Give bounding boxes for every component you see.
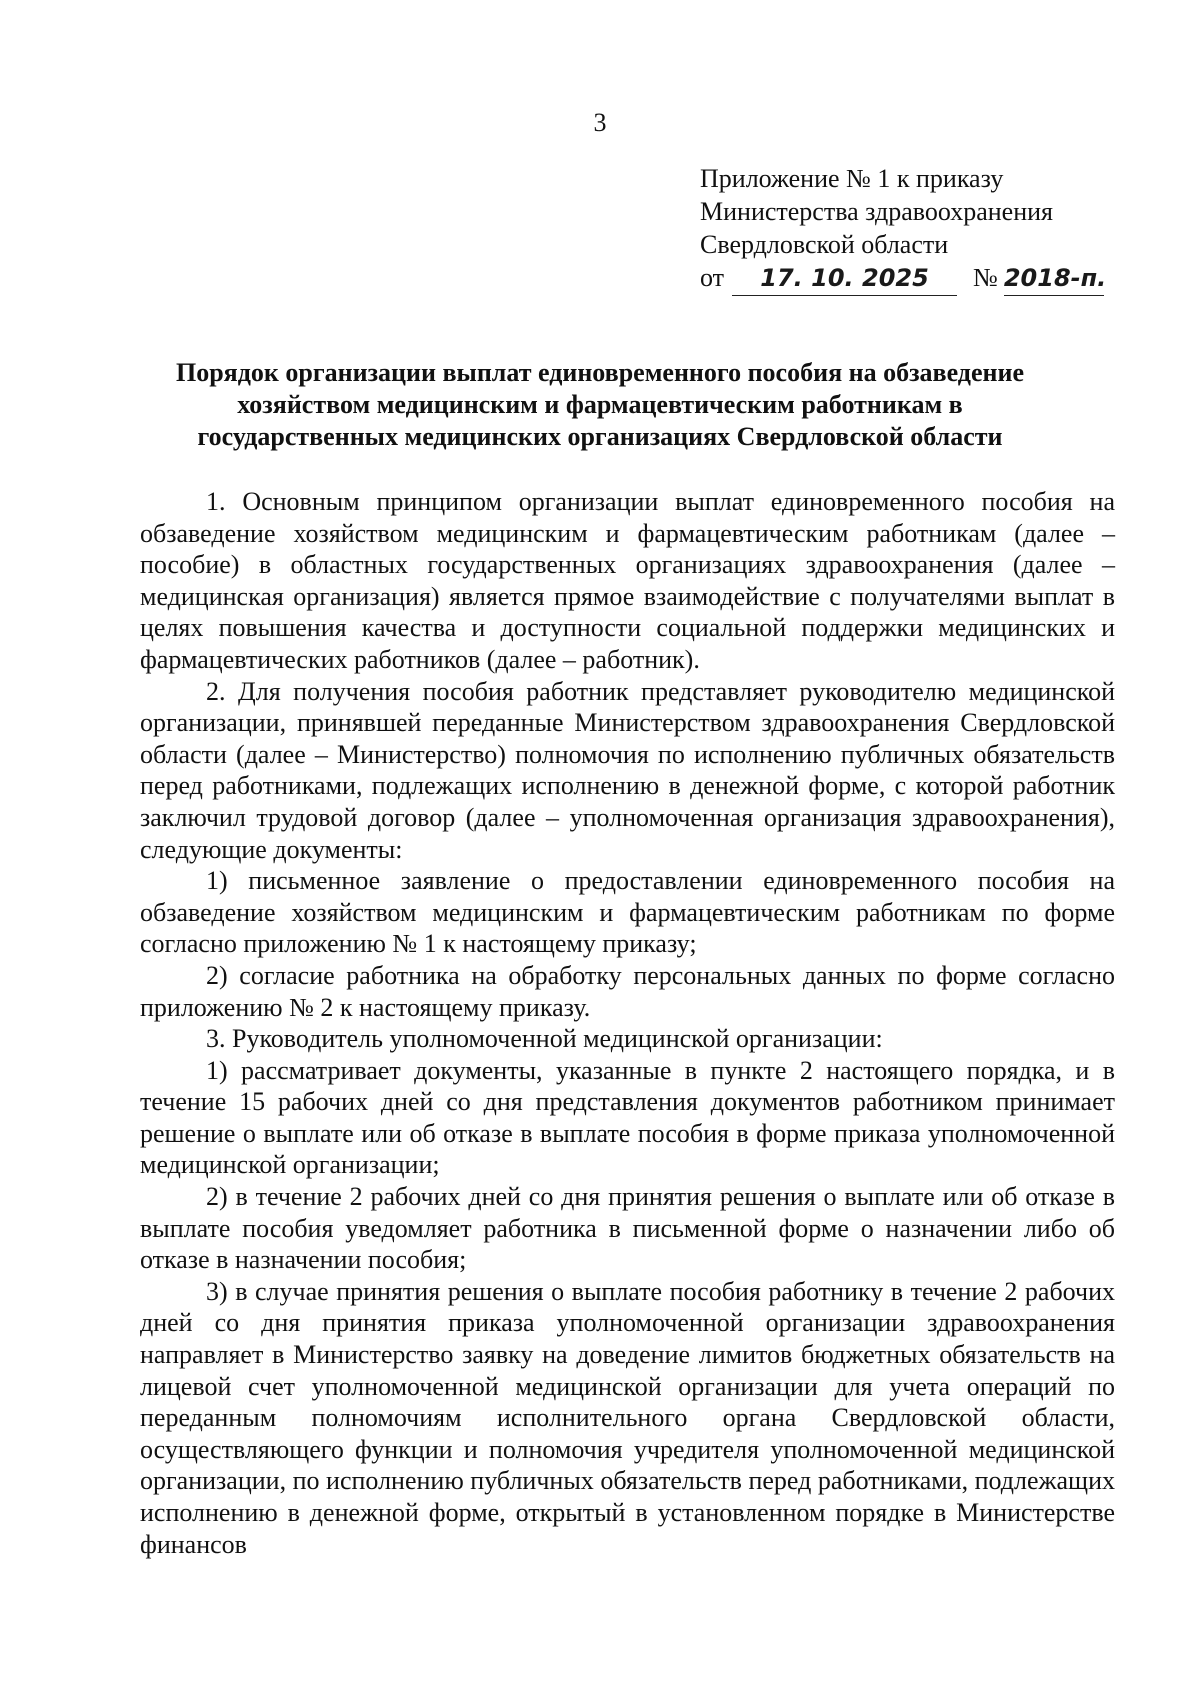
- appendix-line-3: Свердловской области: [700, 230, 949, 259]
- paragraph: 2) согласие работника на обработку персональных данных по форме согласно приложению № 2 к настоящему приказу.: [140, 960, 1115, 1022]
- number-label: №: [973, 263, 998, 292]
- handwritten-date: 17. 10. 2025: [732, 262, 957, 296]
- from-label: от: [700, 263, 725, 292]
- paragraph: 3) в случае принятия решения о выплате пособия работнику в течение 2 рабочих дней со дня принятия приказа уполномоченной организации здравоохранения направляет в Министерство заявку на доведение лимитов бюджетных обязательств на лицевой счет уполномоченной медицинской организации для учета операций по переданным полномочиям исполнительного органа Свердловской области, осуществляющего функции и полномочия учредителя уполномоченной медицинской организации, по исполнению публичных обязательств перед работниками, подлежащих исполнению в денежной форме, открытый в установленном порядке в Министерстве финансов: [140, 1276, 1115, 1559]
- appendix-line-2: Министерства здравоохранения: [700, 197, 1053, 226]
- paragraph: 1) рассматривает документы, указанные в пункте 2 настоящего порядка, и в течение 15 рабочих дней со дня представления документов работником принимает решение о выплате или об отказе в выплате пособия в форме приказа уполномоченной медицинской организации;: [140, 1055, 1115, 1180]
- document-title: [120, 357, 1080, 453]
- paragraph: 2. Для получения пособия работник представляет руководителю медицинской организации, принявшей переданные Министерством здравоохранения Свердловской области (далее – Министерство) полномочия по исполнению публичных обязательств перед работниками, подлежащих исполнению в денежной форме, с которой работник заключил трудовой договор (далее – уполномоченная организация здравоохранения), следующие документы:: [140, 676, 1115, 864]
- appendix-line-1: Приложение № 1 к приказу: [700, 164, 1004, 193]
- handwritten-order-number: 2018-п.: [1004, 262, 1104, 296]
- paragraph: 1. Основным принципом организации выплат единовременного пособия на обзаведение хозяйством медицинским и фармацевтическим работникам (далее – пособие) в областных государственных организациях здравоохранения (далее – медицинская организация) является прямое взаимодействие с получателями выплат в целях повышения качества и доступности социальной поддержки медицинских и фармацевтических работников (далее – работник).: [140, 487, 1115, 674]
- document-body: [140, 486, 1115, 1560]
- title-line-2: хозяйством медицинским и фармацевтическим работникам в: [237, 390, 963, 419]
- title-line-3: государственных медицинских организациях Свердловской области: [197, 422, 1003, 451]
- page-number: 3: [593, 108, 607, 137]
- paragraph: 3. Руководитель уполномоченной медицинской организации:: [206, 1024, 883, 1054]
- appendix-date-number-line: [700, 261, 1107, 296]
- paragraph: 2) в течение 2 рабочих дней со дня принятия решения о выплате или об отказе в выплате пособия уведомляет работника в письменной форме о назначении либо об отказе в назначении пособия;: [140, 1182, 1115, 1275]
- title-line-1: Порядок организации выплат единовременного пособия на обзаведение: [175, 358, 1024, 387]
- appendix-header: [700, 162, 1107, 296]
- paragraph: 1) письменное заявление о предоставлении единовременного пособия на обзаведение хозяйством медицинским и фармацевтическим работникам по форме согласно приложению № 1 к настоящему приказу;: [140, 866, 1115, 959]
